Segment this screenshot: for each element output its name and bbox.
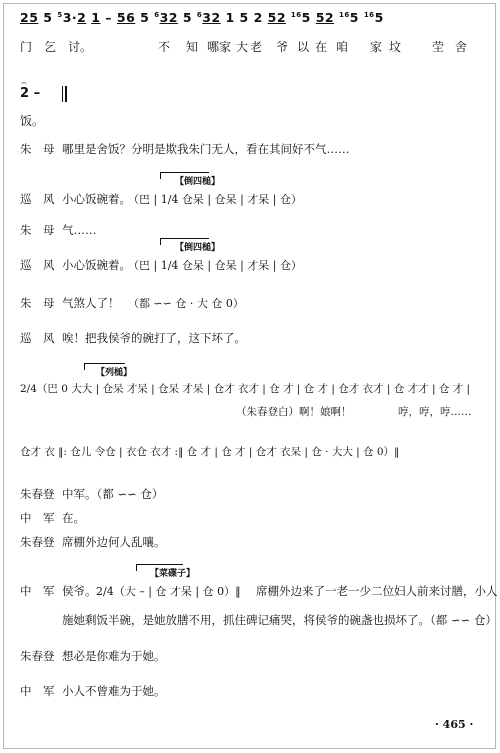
lyric-5: 哪家: [207, 40, 232, 54]
dialogue-text: 小人不曾难为于她。: [62, 684, 166, 698]
dialogue-text: 哪里是舍饭？分明是欺我朱门无人，看在其间好不气……: [62, 142, 350, 156]
lyric-4: 知: [186, 40, 199, 54]
lyric-13: 坟: [389, 40, 402, 54]
tag-bracket: [160, 172, 209, 179]
percussion-line: 仓才 衣 ‖: 仓儿 令仓 | 衣仓 衣才 :‖ 仓 才 | 仓 才 | 仓才 衣呆 | 仓 · 大大 | 仓 0）‖: [20, 446, 400, 458]
percussion-line: （巴 | 1/4 仓呆 | 仓呆 | 才呆 | 仓）: [128, 193, 302, 206]
dialogue-text: 席棚外边何人乱嚷。: [62, 535, 166, 549]
lyric-6: 大: [236, 40, 249, 54]
lyric-10: 在: [315, 40, 328, 54]
percussion-tag: 【菜碟子】: [150, 569, 196, 579]
dialogue-text: 侯爷。: [62, 584, 97, 598]
percussion-tag: 【倒四槌】: [175, 177, 221, 187]
dialogue-text: 中军。（都 ∽∽ 仓）: [62, 487, 164, 501]
speaker: 中 军: [20, 584, 55, 598]
fermata-mark: ⌢: [21, 78, 27, 88]
percussion-tag: 【列槌】: [96, 368, 133, 378]
lyric-fan: 饭。: [20, 114, 45, 128]
lyric-2: 讨。: [68, 40, 93, 54]
speaker: 巡 风: [20, 331, 55, 345]
dialogue-text: 在。: [62, 511, 85, 525]
lyric-8: 爷: [276, 40, 289, 54]
percussion-tag: 【倒四槌】: [175, 243, 221, 253]
speaker: 朱春登: [20, 535, 55, 549]
lyric-3: 不: [158, 40, 171, 54]
speaker: 巡 风: [20, 192, 55, 206]
page-number: · 465 ·: [435, 718, 474, 731]
dialogue-text: 唉！把我侯爷的碗打了，这下坏了。: [62, 331, 246, 345]
speaker: 朱 母: [20, 142, 55, 156]
speaker: 朱春登: [20, 487, 55, 501]
barline: [62, 86, 63, 102]
dialogue-text: 气煞人了！: [62, 296, 120, 310]
dialogue-text: 小心饭碗着。: [62, 192, 131, 206]
dialogue-text: 气……: [62, 223, 97, 237]
percussion-note: 哼，哼，哼……: [398, 406, 472, 418]
lyric-15: 舍: [455, 40, 468, 54]
speaker: 巡 风: [20, 258, 55, 272]
speaker: 朱春登: [20, 649, 55, 663]
speaker: 中 军: [20, 511, 55, 525]
percussion-line: 2/4（大 – | 仓 才呆 | 仓 0）‖: [96, 585, 241, 598]
lyric-14: 茔: [432, 40, 445, 54]
dialogue-text: 想必是你难为于她。: [62, 649, 166, 663]
speaker: 中 军: [20, 684, 55, 698]
speaker: 朱 母: [20, 296, 55, 310]
page-border: [3, 3, 496, 749]
tag-bracket: [136, 564, 183, 571]
lyric-11: 咱: [336, 40, 349, 54]
lyric-0: 门: [20, 40, 33, 54]
speaker: 朱 母: [20, 223, 55, 237]
percussion-line: （都 ∽∽ 仓 · 大 仓 0）: [128, 297, 244, 310]
percussion-note: （朱春登白）啊！娘啊！: [236, 406, 352, 418]
score-line-2: 2 –: [20, 86, 41, 101]
dialogue-text: 施她剩饭半碗，是她放膳不用，抓住碑记痛哭，将侯爷的碗盏也损坏了。（都 ∽∽ 仓）: [62, 613, 497, 627]
dialogue-text: 席棚外边来了一老一少二位妇人前来讨膳，小人: [256, 584, 498, 598]
lyric-1: 乞: [44, 40, 57, 54]
lyric-9: 以: [297, 40, 310, 54]
tag-bracket: [160, 238, 209, 245]
lyric-12: 家: [370, 40, 383, 54]
tag-bracket: [84, 363, 125, 370]
percussion-line: （巴 | 1/4 仓呆 | 仓呆 | 才呆 | 仓）: [128, 259, 302, 272]
lyric-7: 老: [250, 40, 263, 54]
final-barline: [65, 86, 67, 102]
percussion-line: 2/4（巴 0 大大 | 仓呆 才呆 | 仓呆 才呆 | 仓才 衣才 | 仓 才 | 仓 才 | 仓才 衣才 | 仓 才才 | 仓 才 |: [20, 383, 471, 395]
dialogue-text: 小心饭碗着。: [62, 258, 131, 272]
score-line-1: 25 5 $^5$3·2 1 – 56 5 $^6$32 5 $^6$32 1 5 2 52 $^{16}$5 52 $^{16}$5 $^{16}$5: [20, 10, 384, 25]
